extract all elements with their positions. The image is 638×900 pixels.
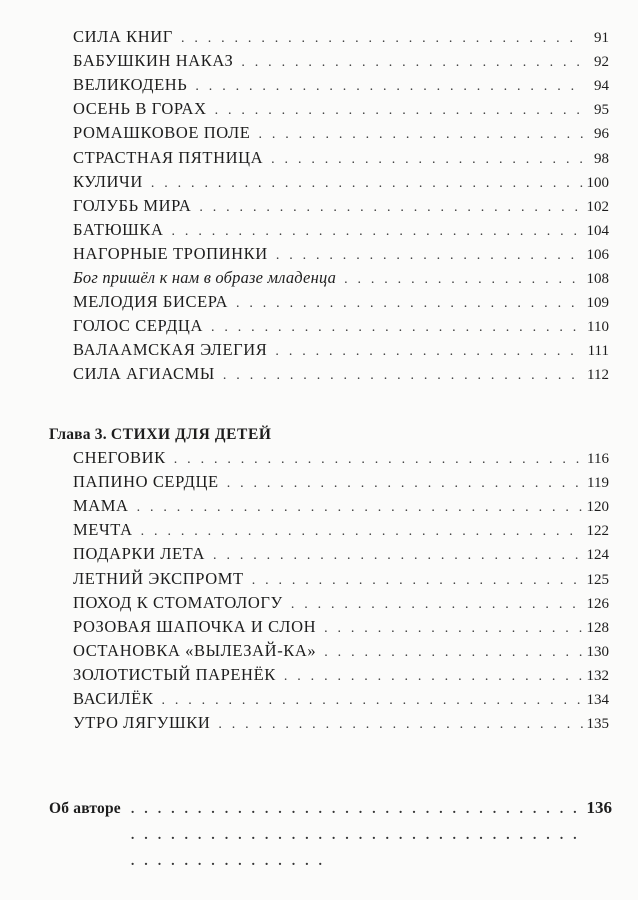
toc-entry-title: СНЕГОВИК: [73, 448, 166, 467]
dot-leader: [236, 292, 583, 316]
toc-entry[interactable]: [73, 470, 609, 494]
toc-entry-title: ЗОЛОТИСТЫЙ ПАРЕНЁК: [73, 664, 276, 684]
toc-entry[interactable]: [73, 314, 609, 338]
toc-entry-title: МАМА: [73, 496, 129, 516]
toc-entry-title: ГОЛУБЬ МИРА: [73, 195, 192, 215]
toc-entry-page: 104: [586, 222, 609, 239]
toc-entry-page: 110: [587, 319, 609, 336]
toc-entry-page: 125: [586, 571, 609, 588]
toc-entry[interactable]: [73, 663, 609, 687]
toc-entry-page: 111: [587, 343, 609, 360]
dot-leader: [223, 364, 583, 388]
toc-entry-page: 109: [586, 295, 609, 312]
toc-entry-title: ВАЛААМСКАЯ ЭЛЕГИЯ: [73, 340, 268, 360]
toc-entry[interactable]: [73, 49, 609, 73]
dot-leader: [227, 472, 583, 496]
toc-entry-page: 94: [594, 78, 609, 95]
toc-entry[interactable]: [73, 567, 609, 591]
toc-entry[interactable]: [73, 242, 609, 266]
toc-entry-title: БАТЮШКА: [73, 219, 164, 239]
toc-entry-page: 100: [586, 174, 609, 191]
chapter-3-heading: [49, 426, 272, 444]
dot-leader: [151, 172, 583, 196]
dot-leader: [324, 617, 582, 641]
toc-entry-page: 95: [594, 102, 609, 119]
toc-entry[interactable]: [73, 170, 609, 194]
toc-entry-page: 102: [586, 198, 609, 215]
toc-entry-page: 120: [586, 499, 609, 516]
toc-entry-title: ОСЕНЬ В ГОРАХ: [73, 99, 207, 119]
dot-leader: [284, 665, 583, 689]
toc-entry-page: 96: [594, 126, 609, 143]
toc-entry[interactable]: [73, 446, 609, 470]
toc-entry-title: УТРО ЛЯГУШКИ: [73, 713, 211, 733]
toc-entry-title: ГОЛОС СЕРДЦА: [73, 316, 203, 336]
dot-leader: [161, 689, 582, 713]
dot-leader: [215, 99, 583, 123]
toc-entry-page: 106: [586, 246, 609, 263]
dot-leader: [324, 641, 582, 665]
toc-entry-page: 128: [586, 619, 609, 636]
toc-entry-page: 119: [587, 475, 609, 492]
toc-entry-page: 91: [594, 30, 609, 46]
toc-entry[interactable]: [73, 615, 609, 639]
toc-entry[interactable]: [73, 362, 609, 386]
toc-entry[interactable]: [73, 218, 609, 242]
toc-entry-title: ПОДАРКИ ЛЕТА: [73, 544, 206, 564]
dot-leader: [137, 496, 583, 520]
toc-entry-title: Бог пришёл к нам в образе младенца: [73, 268, 337, 287]
dot-leader: [211, 316, 583, 340]
toc-entry[interactable]: [73, 266, 609, 290]
toc-entry-page: 135: [586, 716, 609, 733]
toc-entry[interactable]: [73, 542, 609, 566]
toc-entry-title: ЛЕТНИЙ ЭКСПРОМТ: [73, 568, 244, 588]
toc-entry-page: 134: [586, 692, 609, 708]
dot-leader: [344, 268, 582, 292]
dot-leader: [172, 220, 583, 244]
toc-entry-title: ВАСИЛЁК: [73, 689, 154, 708]
toc-entry-title: МЕЧТА: [73, 520, 133, 540]
dot-leader: [275, 340, 583, 364]
toc-entry-page: 116: [587, 451, 609, 467]
toc-entry-page: 136: [586, 798, 612, 817]
dot-leader: [195, 75, 583, 99]
dot-leader: [252, 569, 583, 593]
toc-entry-title: Об авторе: [49, 800, 121, 817]
toc-entry[interactable]: [73, 25, 609, 49]
chapter-3-title: СТИХИ ДЛЯ ДЕТЕЙ: [110, 426, 272, 443]
toc-entry-title: ПОХОД К СТОМАТОЛОГУ: [73, 592, 283, 612]
toc-entry-page: 132: [586, 667, 609, 684]
toc-entry[interactable]: [73, 494, 609, 518]
toc-entry-page: 108: [586, 271, 609, 287]
dot-leader: [271, 148, 583, 172]
dot-leader: [141, 520, 583, 544]
toc-entry[interactable]: [73, 290, 609, 314]
toc-entry-title: ВЕЛИКОДЕНЬ: [73, 75, 188, 95]
toc-entry[interactable]: [73, 639, 609, 663]
toc-entry[interactable]: [73, 518, 609, 542]
dot-leader: [291, 593, 583, 617]
toc-entry-page: 126: [586, 595, 609, 612]
dot-leader: [258, 123, 583, 147]
toc-entry[interactable]: [73, 97, 609, 121]
toc-entry[interactable]: [73, 687, 609, 711]
dot-leader: [181, 27, 583, 51]
toc-entry[interactable]: [73, 73, 609, 97]
toc-entry-page: 122: [586, 523, 609, 540]
toc-entry-title: СИЛА КНИГ: [73, 27, 173, 46]
dot-leader: [174, 448, 583, 472]
toc-entry-page: 124: [586, 547, 609, 564]
toc-entry-title: ОСТАНОВКА «ВЫЛЕЗАЙ-КА»: [73, 640, 317, 660]
dot-leader: [241, 51, 583, 75]
toc-entry-title: СТРАСТНАЯ ПЯТНИЦА: [73, 147, 264, 167]
toc-entry-page: 112: [587, 367, 609, 384]
toc-entry-page: 92: [594, 54, 609, 71]
toc-entry-title: РОЗОВАЯ ШАПОЧКА И СЛОН: [73, 616, 317, 636]
dot-leader: [218, 713, 582, 737]
dot-leader: [213, 544, 582, 568]
toc-entry[interactable]: [73, 146, 609, 170]
dot-leader: [199, 196, 582, 220]
dot-leader: [276, 244, 583, 268]
toc-entry-page: 130: [586, 643, 609, 660]
dot-leader: [131, 797, 583, 875]
chapter-3-label: Глава 3.: [49, 426, 107, 443]
toc-entry-title: НАГОРНЫЕ ТРОПИНКИ: [73, 243, 268, 263]
toc-entry[interactable]: [73, 591, 609, 615]
toc-entry-title: КУЛИЧИ: [73, 171, 143, 191]
toc-entry[interactable]: [73, 194, 609, 218]
toc-entry-title: СИЛА АГИАСМЫ: [73, 364, 215, 384]
toc-entry[interactable]: [73, 338, 609, 362]
toc-entry-title: РОМАШКОВОЕ ПОЛЕ: [73, 123, 251, 143]
toc-entry-title: ПАПИНО СЕРДЦЕ: [73, 472, 219, 492]
toc-entry-title: МЕЛОДИЯ БИСЕРА: [73, 292, 228, 312]
toc-entry[interactable]: [73, 711, 609, 735]
toc-entry-title: БАБУШКИН НАКАЗ: [73, 51, 234, 71]
toc-entry[interactable]: [73, 121, 609, 145]
toc-entry-about-author[interactable]: [49, 795, 612, 821]
toc-entry-page: 98: [594, 150, 609, 167]
